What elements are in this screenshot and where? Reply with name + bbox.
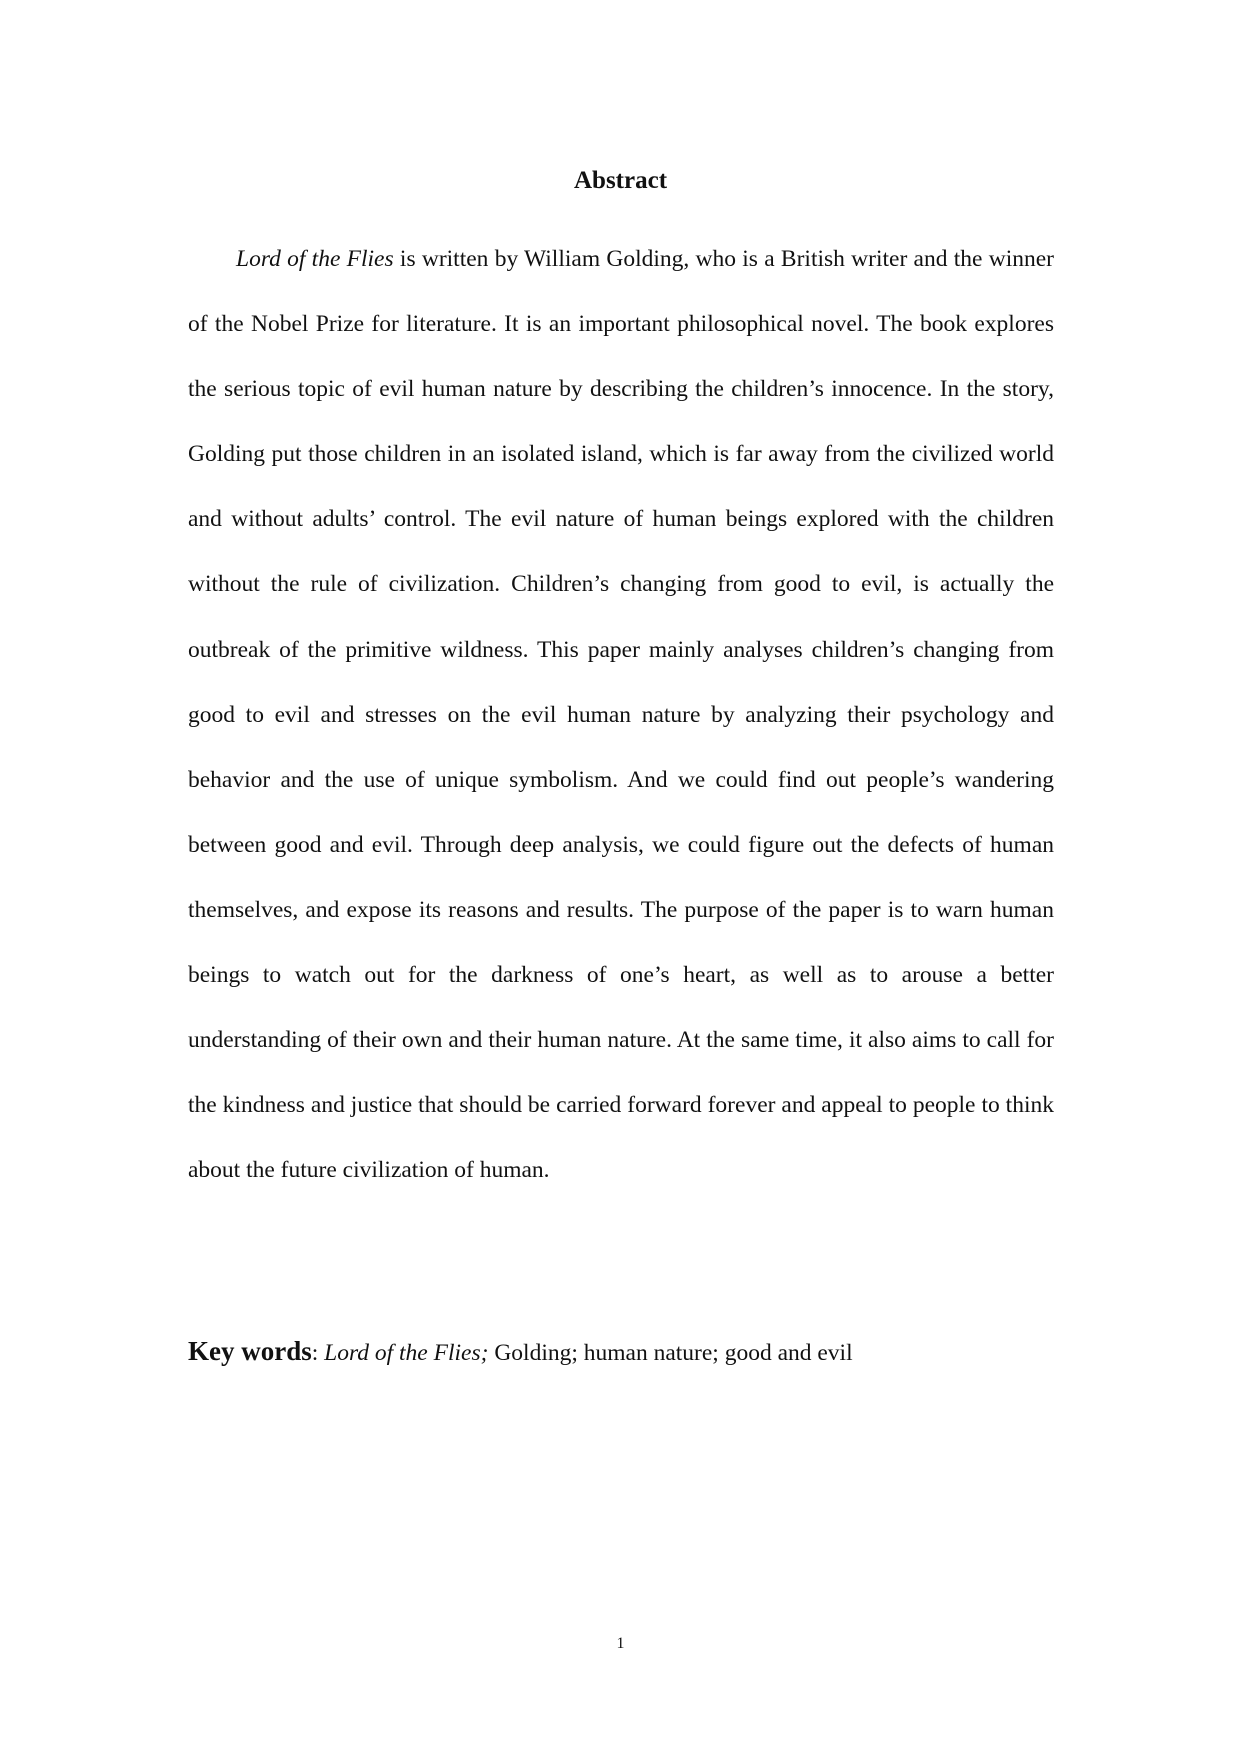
keywords-list: Golding; human nature; good and evil — [488, 1340, 853, 1366]
keywords-line — [188, 1335, 1054, 1369]
keywords-label: Key words — [188, 1336, 312, 1366]
abstract-paragraph — [188, 227, 1054, 1203]
page-number: 1 — [616, 1635, 625, 1652]
abstract-heading: Abstract — [573, 167, 668, 194]
keywords-book-title: Lord of the Flies; — [324, 1340, 489, 1366]
abstract-text: is written by William Golding, who is a British writer and the winner of the Nobel Prize for literature. It is an important philosophical novel. The book explores the serious topic of evil human nature by describing the children’s innocence. In the story, Golding put those children in an isolated island, which is far away from the civilized world and without adults’ control. The evil nature of human beings explored with the children without the rule of civilization. Children’s changing from good to evil, is actually the outbreak of the primitive wildness. This paper mainly analyses children’s changing from good to evil and stresses on the evil human nature by analyzing their psychology and behavior and the use of unique symbolism. And we could find out people’s wandering between good and evil. Through deep analysis, we could figure out the defects of human themselves, and expose its reasons and results. The purpose of the paper is to warn human beings to watch out for the darkness of one’s heart, as well as to arouse a better understanding of their own and their human nature. At the same time, it also aims to call for the kindness and justice that should be carried forward forever and appeal to people to think about the future civilization of human. — [188, 246, 1054, 1184]
abstract-book-title: Lord of the Flies — [236, 246, 394, 272]
keywords-separator: : — [311, 1340, 325, 1366]
